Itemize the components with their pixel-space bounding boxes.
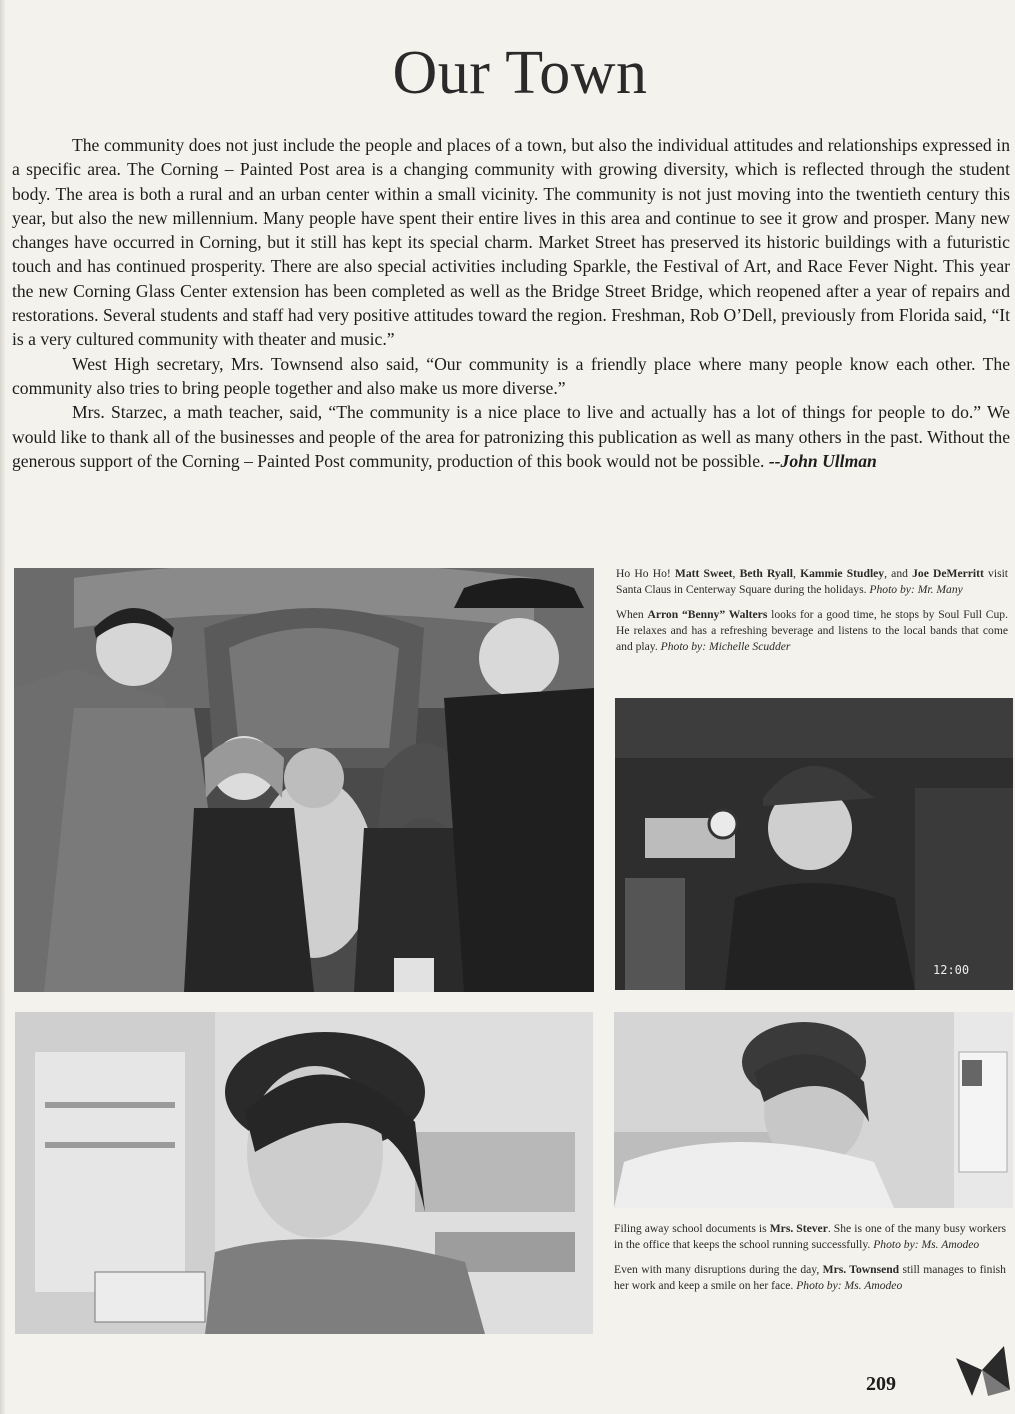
article-paragraph-1: The community does not just include the people and places of a town, but also the individual attitudes and relationships expressed in a specific area. The Corning – Painted Post area is a changing community with growing diversity, which is reflected through the student body. The area is both a rural and an urban center within a small vicinity. The community is not just moving into the twentieth century this year, but also the new millennium. Many people have spent their entire lives in this area and continue to see it grow and prosper. Many new changes have occurred in Corning, but it still has kept its special charm. Market Street has preserved its historic buildings with a futuristic touch and has continued prosperity. There are also special activities including Sparkle, the Festival of Art, and Race Fever Night. This year the new Corning Glass Center extension has been completed as well as the Bridge Street Bridge, which reopened after a year of repairs and restorations. Several students and staff had very positive attitudes toward the region. Freshman, Rob O’Dell, previously from Florida said, “It is a very cultured community with theater and music.”	[12, 135, 1010, 350]
photo-mrs-townsend-image	[15, 1012, 593, 1334]
caption-block-bottom	[614, 1221, 1006, 1303]
caption-benny	[616, 607, 1008, 655]
caption-name-joe-demerritt: Joe DeMerritt	[912, 567, 984, 580]
photo-timestamp: 12:00	[933, 963, 970, 977]
caption-separator: ,	[792, 567, 801, 580]
author-signature: --John Ullman	[768, 450, 877, 471]
photo-mrs-townsend	[15, 1012, 593, 1334]
photo-benny-walters-image	[615, 698, 1013, 990]
article-body	[12, 133, 1010, 473]
caption-name-mrs-townsend: Mrs. Townsend	[822, 1263, 900, 1276]
caption-stever-credit: Photo by: Ms. Amodeo	[873, 1238, 980, 1251]
caption-santa-lead: Ho Ho Ho!	[616, 567, 675, 580]
caption-stever-lead: Filing away school documents is	[614, 1222, 770, 1235]
caption-stever-text: . She is one of the many busy workers in the office that keeps the school running successfully.	[614, 1222, 1006, 1251]
caption-block-top	[616, 566, 1008, 664]
photo-mrs-stever	[614, 1012, 1013, 1208]
caption-santa-credit: Photo by: Mr. Many	[869, 583, 963, 596]
corner-triangle-ornament-icon	[952, 1340, 1014, 1400]
page-number: 209	[866, 1373, 896, 1395]
caption-name-arron-walters: Arron “Benny” Walters	[647, 608, 768, 621]
caption-name-matt-sweet: Matt Sweet	[674, 567, 733, 580]
caption-santa-group	[616, 566, 1008, 598]
photo-benny-walters	[615, 698, 1013, 990]
caption-name-kammie-studley: Kammie Studley	[800, 567, 885, 580]
article-paragraph-3-text: Mrs. Starzec, a math teacher, said, “The community is a nice place to live and actually has a lot of things for people to do.” We would like to thank all of the businesses and people of the area for patronizing this publication as well as many others in the past. Without the generous support of the Corning – Painted Post community, production of this book would not be possible.	[12, 402, 1010, 471]
article-paragraph-2: West High secretary, Mrs. Townsend also said, “Our community is a friendly place where many people know each other. The community also tries to bring people together and also make us more diverse.”	[12, 353, 1010, 398]
caption-benny-credit: Photo by: Michelle Scudder	[660, 640, 791, 653]
caption-separator: ,	[732, 567, 740, 580]
caption-benny-lead: When	[616, 608, 648, 621]
article-paragraph-3	[12, 400, 1010, 473]
page-title: Our Town	[392, 39, 648, 107]
photo-santa-group	[14, 568, 594, 992]
caption-santa-text: visit Santa Claus in Centerway Square during the holidays.	[616, 567, 1009, 596]
photo-mrs-stever-image	[614, 1012, 1013, 1208]
caption-townsend-text: still manages to finish her work and keep a smile on her face.	[614, 1263, 1006, 1292]
photo-santa-group-image	[14, 568, 594, 992]
caption-separator: , and	[884, 567, 913, 580]
caption-benny-text: looks for a good time, he stops by Soul Full Cup. He relaxes and has a refreshing beverage and listens to the local bands that come and play.	[616, 608, 1008, 653]
caption-townsend-credit: Photo by: Ms. Amodeo	[796, 1279, 903, 1292]
caption-mrs-townsend	[614, 1262, 1006, 1294]
caption-name-mrs-stever: Mrs. Stever	[769, 1222, 828, 1235]
caption-townsend-lead: Even with many disruptions during the day,	[614, 1263, 823, 1276]
caption-mrs-stever	[614, 1221, 1006, 1253]
caption-name-beth-ryall: Beth Ryall	[739, 567, 793, 580]
page-edge-shadow	[0, 0, 6, 1414]
